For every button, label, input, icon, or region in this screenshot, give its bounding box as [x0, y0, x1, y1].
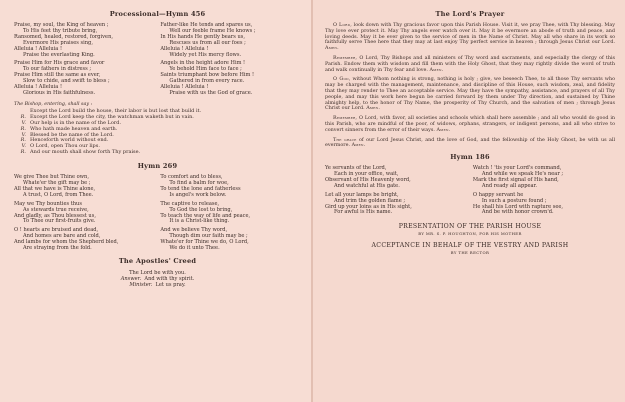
- hymn-186-column-2: [473, 166, 615, 219]
- hymn-line: And gladly, as Thou blessest us,: [14, 212, 96, 219]
- apostles-creed-heading: The Apostles' Creed: [118, 257, 197, 265]
- versicle-label: R.: [20, 149, 26, 156]
- versicle-text: Except the Lord keep the city, the watchman waketh but in vain.: [30, 113, 194, 120]
- versicle-label: R.: [20, 137, 26, 144]
- hymn-line: Watch ! 'tis your Lord's command,: [472, 165, 562, 172]
- versicle-text: Our help is in the name of the Lord.: [30, 119, 122, 126]
- hymn-stanza: [14, 175, 155, 199]
- hymn-line: And we believe Thy word,: [160, 227, 228, 234]
- hymn-stanza: [160, 202, 301, 226]
- hymn-line: Evermore His praises sing,: [23, 39, 93, 46]
- hymn-stanza: [14, 23, 155, 58]
- hymn-line: O happy servant he: [472, 191, 524, 198]
- hymn-line: And watchful at His gate.: [334, 182, 400, 189]
- hymn-line: And trim the golden flame ;: [334, 197, 406, 204]
- hymn-stanza: [325, 193, 467, 217]
- processional-column-1: [14, 23, 155, 100]
- right-page: [313, 0, 625, 402]
- bishop-rubric: The Bishop, entering, shall say :: [14, 101, 93, 107]
- hymn-stanza: [325, 166, 467, 190]
- hymn-line: Well our feeble frame He knows ;: [169, 27, 256, 34]
- prayer-amen: Amen.: [325, 45, 339, 52]
- hymn-line: Praise the everlasting King.: [23, 51, 95, 58]
- hymn-269-heading: Hymn 269: [137, 162, 178, 171]
- hymn-line: And while we speak He's near ;: [481, 171, 564, 178]
- versicle-line: [14, 150, 301, 156]
- minister-label: Minister.: [129, 282, 153, 288]
- prayer-paragraph: [325, 23, 615, 52]
- hymn-stanza: [14, 202, 155, 226]
- presentation-byline: BY MR. S. P. HOUGHTON, FOR HIS MOTHER: [418, 231, 522, 237]
- hymn-line: To tend the lone and fatherless: [160, 185, 241, 192]
- hymn-line: Whate'er the gift may be ;: [23, 180, 91, 187]
- hymn-line: In His hands He gently bears us,: [160, 33, 245, 40]
- hymn-186-column-1: [325, 166, 467, 219]
- hymn-line: Praise Him for His grace and favor: [14, 60, 105, 67]
- hymn-line: Gathered in from every race.: [169, 78, 245, 85]
- left-page: [0, 0, 311, 402]
- hymn-line: Ransomed, healed, restored, forgiven,: [14, 33, 113, 40]
- hymn-line: The captive to release,: [160, 200, 220, 207]
- prayer-lead: The grace: [333, 136, 357, 143]
- hymn-line: Praise, my soul, the King of heaven ;: [14, 22, 109, 28]
- hymn-186-heading: Hymn 186: [450, 153, 490, 162]
- hymn-line: To our fathers in distress ;: [23, 66, 92, 73]
- versicle-text: Except the Lord build the house, their labor is but lost that build it.: [30, 107, 202, 114]
- hymn-line: Though dim our faith may be ;: [169, 233, 248, 240]
- prayer-amen: Amen.: [351, 142, 366, 149]
- hymn-line: To Thee our first-fruits give.: [23, 218, 96, 225]
- hymn-line: Observant of His Heavenly word,: [325, 176, 411, 183]
- hymn-line: We give Thee but Thine own,: [14, 174, 89, 181]
- versicles: [14, 109, 301, 156]
- hymn-line: Mark the first signal of His hand,: [472, 176, 559, 183]
- processional-hymn: [14, 23, 301, 100]
- prayer-amen: Amen.: [436, 126, 451, 133]
- hymn-stanza: [473, 166, 615, 190]
- prayer-paragraph: [325, 77, 615, 112]
- creed-responses: [14, 270, 301, 288]
- processional-heading: Processional—Hymn 456: [109, 10, 206, 18]
- hymn-line: Praise with us the God of grace.: [169, 89, 253, 96]
- hymn-line: Let all your lamps be bright,: [325, 191, 399, 198]
- hymn-line: We do it unto Thee.: [169, 245, 220, 252]
- hymn-line: Angels in the height adore Him !: [160, 60, 246, 67]
- hymn-line: Ye servants of the Lord,: [325, 165, 387, 172]
- hymn-line: All that we have is Thine alone,: [14, 185, 96, 192]
- hymn-stanza: [160, 61, 301, 96]
- versicle-label: V.: [21, 131, 26, 138]
- hymn-line: Alleluia ! Alleluia !: [14, 84, 63, 91]
- hymn-269-column-1: [14, 175, 155, 255]
- hymn-269: [14, 175, 301, 255]
- hymn-line: O ! hearts are bruised and dead,: [14, 227, 99, 234]
- hymn-line: Alleluia ! Alleluia !: [14, 45, 63, 52]
- acceptance-byline: BY THE RECTOR: [450, 250, 490, 256]
- hymn-186: [325, 166, 615, 219]
- versicle-label: V.: [21, 143, 26, 150]
- versicle-text: Henceforth world without end.: [30, 137, 109, 144]
- hymn-line: And ready all appear.: [481, 182, 538, 189]
- prayer-lead: O Lord,: [333, 22, 352, 28]
- presentation-title: PRESENTATION OF THE PARISH HOUSE: [398, 223, 542, 231]
- prayer-amen: Amen.: [366, 105, 381, 112]
- versicle-label: R.: [20, 125, 26, 132]
- prayer-lead: Remember,: [333, 54, 358, 61]
- prayer-text: O Lord, Thy Bishops and all ministers of Thy word and sacraments, and especially the clergy of this Parish. Endow them with wisdom and fill them with the Holy Ghost, that they may rightly divide the word of truth and walk continually in Thy fear and love.: [325, 54, 615, 73]
- prayers: [325, 23, 615, 149]
- hymn-line: And lambs for whom the Shepherd bled,: [14, 239, 119, 246]
- hymn-line: Slow to chide, and swift to bless ;: [23, 78, 110, 85]
- hymn-line: Praise Him still the same as ever,: [14, 72, 101, 79]
- hymn-line: Widely yet His mercy flows.: [169, 51, 242, 58]
- versicle-text: And our mouth shall show forth Thy praise.: [30, 149, 141, 156]
- hymn-line: And be with honor crown'd.: [481, 209, 554, 216]
- prayer-text: of our Lord Jesus Christ, and the love of God, and the fellowship of the Holy Ghost, be with us all evermore.: [325, 136, 615, 149]
- prayer-amen: Amen.: [429, 66, 444, 73]
- hymn-line: Glorious in His faithfulness.: [23, 89, 96, 96]
- hymn-line: Ye behold Him face to face ;: [169, 66, 242, 73]
- hymn-stanza: [160, 23, 301, 58]
- hymn-line: It is a Christ-like thing.: [169, 218, 230, 225]
- prayer-lead: Remember,: [333, 115, 358, 122]
- hymn-line: In such a posture found ;: [481, 197, 547, 204]
- versicle-label: V.: [21, 119, 26, 126]
- hymn-line: He shall his Lord with rapture see,: [472, 203, 564, 210]
- answer-text: And with thy spirit.: [144, 276, 195, 282]
- answer-label: Answer.: [120, 276, 142, 282]
- prayer-paragraph: [325, 56, 615, 73]
- hymn-line: To find a balm for woe,: [169, 180, 229, 187]
- prayer-text: look down with Thy gracious favor upon this Parish House. Visit it, we pray Thee, with Thy blessing. May Thy love ever protect it. May Thy angels ever watch over it. May it be evermore an abode of truth and peace, and loving deeds. May it be ever given to the service of men in the Name of Christ. May all who share in its work so faithfully serve Thee here that they may at last enjoy Thy perfect service in heaven ; through Jesus Christ our Lord.: [325, 22, 616, 46]
- hymn-line: As stewards true receive,: [23, 206, 89, 213]
- hymn-line: Are straying from the fold.: [23, 245, 92, 252]
- prayer-text: O Lord, with favor, all societies and schools which shall here assemble ; and all who would do good in this Parish, who are mindful of the poor, of widows, orphans, strangers, or indigent persons, and all who strive to convert sinners from the error of their ways.: [325, 115, 615, 133]
- hymn-line: To comfort and to bless,: [160, 174, 223, 181]
- versicle-text: Blessed be the name of the Lord.: [30, 131, 114, 138]
- creed-minister: [14, 282, 301, 288]
- prayer-lead: O God,: [333, 76, 351, 83]
- hymn-line: Each in your office, wait,: [334, 171, 399, 178]
- hymn-line: Is angel's work below.: [169, 191, 227, 198]
- processional-column-2: [160, 23, 301, 100]
- acceptance-title: ACCEPTANCE IN BEHALF OF THE VESTRY AND PARISH: [371, 242, 569, 250]
- hymn-line: Alleluia ! Alleluia !: [160, 84, 209, 91]
- hymn-line: Rescues us from all our foes ;: [169, 39, 246, 46]
- hymn-line: Gird up your loins as in His sight,: [325, 203, 412, 210]
- hymn-stanza: [14, 61, 155, 96]
- hymn-line: A trust, O Lord, from Thee.: [23, 191, 94, 198]
- hymn-stanza: [14, 228, 155, 252]
- hymn-stanza: [160, 175, 301, 199]
- versicle-text: O Lord, open Thou our lips.: [30, 143, 100, 150]
- creed-line: The Lord be with you.: [129, 270, 186, 276]
- hymn-269-column-2: [160, 175, 301, 255]
- hymn-stanza: [473, 193, 615, 217]
- hymn-line: May we Thy bounties thus: [14, 200, 82, 207]
- prayer-paragraph: [325, 116, 615, 133]
- hymn-line: For awful is His name.: [334, 209, 393, 216]
- versicle-label: R.: [20, 113, 26, 120]
- hymn-stanza: [160, 228, 301, 252]
- hymn-line: Whate'er for Thine we do, O Lord,: [160, 239, 249, 246]
- hymn-line: Alleluia ! Alleluia !: [160, 45, 209, 52]
- prayer-text: without Whom nothing is strong, nothing is holy ; give, we beseech Thee, to all those Thy servants who may be charged with the management, maintenance, and discipline of this House, such wisdom, zeal, and fidelity that they may render to Thee an acceptable service. May they have the sympathy, assistance, and prayers of all Thy people, and may this work here begun be carried forward by them under Thy direction, and sustained by Thine almighty help, to the honor of Thy Name, the prosperity of Thy Church, and the salvation of men ; through Jesus Christ our Lord.: [325, 76, 615, 112]
- prayer-paragraph: [325, 138, 615, 150]
- lords-prayer-heading: The Lord's Prayer: [435, 10, 505, 18]
- versicle-text: Who hath made heaven and earth.: [30, 125, 118, 132]
- hymn-line: And homes are bare and cold,: [23, 233, 101, 240]
- minister-text: Let us pray.: [155, 282, 186, 288]
- hymn-line: Saints triumphant bow before Him !: [160, 72, 255, 79]
- hymn-line: To God the lost to bring,: [169, 206, 233, 213]
- hymn-line: To teach the way of life and peace,: [160, 212, 251, 219]
- hymn-line: To His feet thy tribute bring,: [23, 27, 98, 34]
- hymn-line: Father-like He tends and spares us,: [160, 22, 253, 28]
